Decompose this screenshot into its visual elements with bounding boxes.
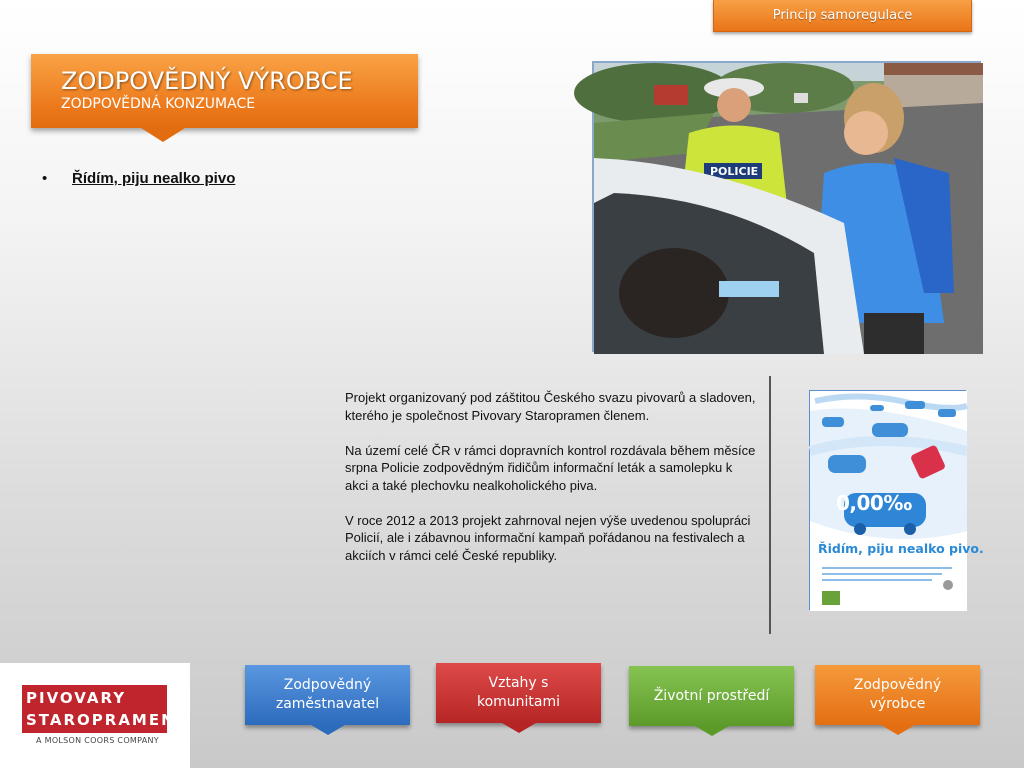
body-paragraph: V roce 2012 a 2013 projekt zahrnoval nejen výše uvedenou spolupráci Policií, ale i zábavnou informační kampaň pořádanou na festivalech a akciích v rámci celé České republiky. [345,512,751,563]
nav-zodpovedny-zamestnavatel[interactable] [245,665,410,725]
bullet-item [42,170,235,187]
nav-arrow [502,723,536,733]
bullet-link[interactable]: Řídím, piju nealko pivo [72,170,236,187]
section-tab-label: Princip samoregulace [772,8,913,23]
nav-vztahy-s-komunitami[interactable] [436,663,601,723]
nav-label: Zodpovědný výrobce [853,677,942,712]
title-banner [31,54,418,128]
body-paragraph: Projekt organizovaný pod záštitou Českého svazu pivovarů a sladoven, kterého je společnost Pivovary Staropramen členem. [345,390,756,423]
body-text [345,389,757,582]
nav-zodpovedny-vyrobce[interactable] [815,665,980,725]
nav-label: Životní prostředí [653,687,770,704]
body-paragraph: Na území celé ČR v rámci dopravních kontrol rozdávala během měsíce srpna Policie zodpovědným řidičům informační leták a samolepku k akci a také plechovku nealkoholického piva. [345,442,756,493]
staropramen-logo [22,685,176,733]
page-subtitle: ZODPOVĚDNÁ KONZUMACE [61,96,256,112]
nav-arrow [881,725,915,735]
nav-label: Zodpovědný zaměstnavatel [275,677,380,712]
police-check-photo [592,61,981,352]
section-tab[interactable] [713,0,972,32]
campaign-poster [809,390,984,610]
title-banner-pointer [141,128,185,142]
poster-slogan: Řidím, piju nealko pivo. [818,541,984,556]
logo-line-1: PIVOVARY [26,689,127,707]
nav-label: Vztahy s komunitami [476,675,561,710]
logo-tagline: A MOLSON COORS COMPANY [36,736,159,745]
nav-zivotni-prostredi[interactable] [629,666,794,726]
poster-big-value: 0,00‰ [836,491,912,515]
bullet-marker: • [42,170,48,187]
nav-arrow [311,725,345,735]
nav-arrow [695,726,729,736]
vest-text: POLICIE [710,165,759,178]
vertical-divider [769,376,771,634]
page-title: ZODPOVĚDNÝ VÝROBCE [61,67,353,95]
logo-line-2: STAROPRAMEN [26,711,176,729]
